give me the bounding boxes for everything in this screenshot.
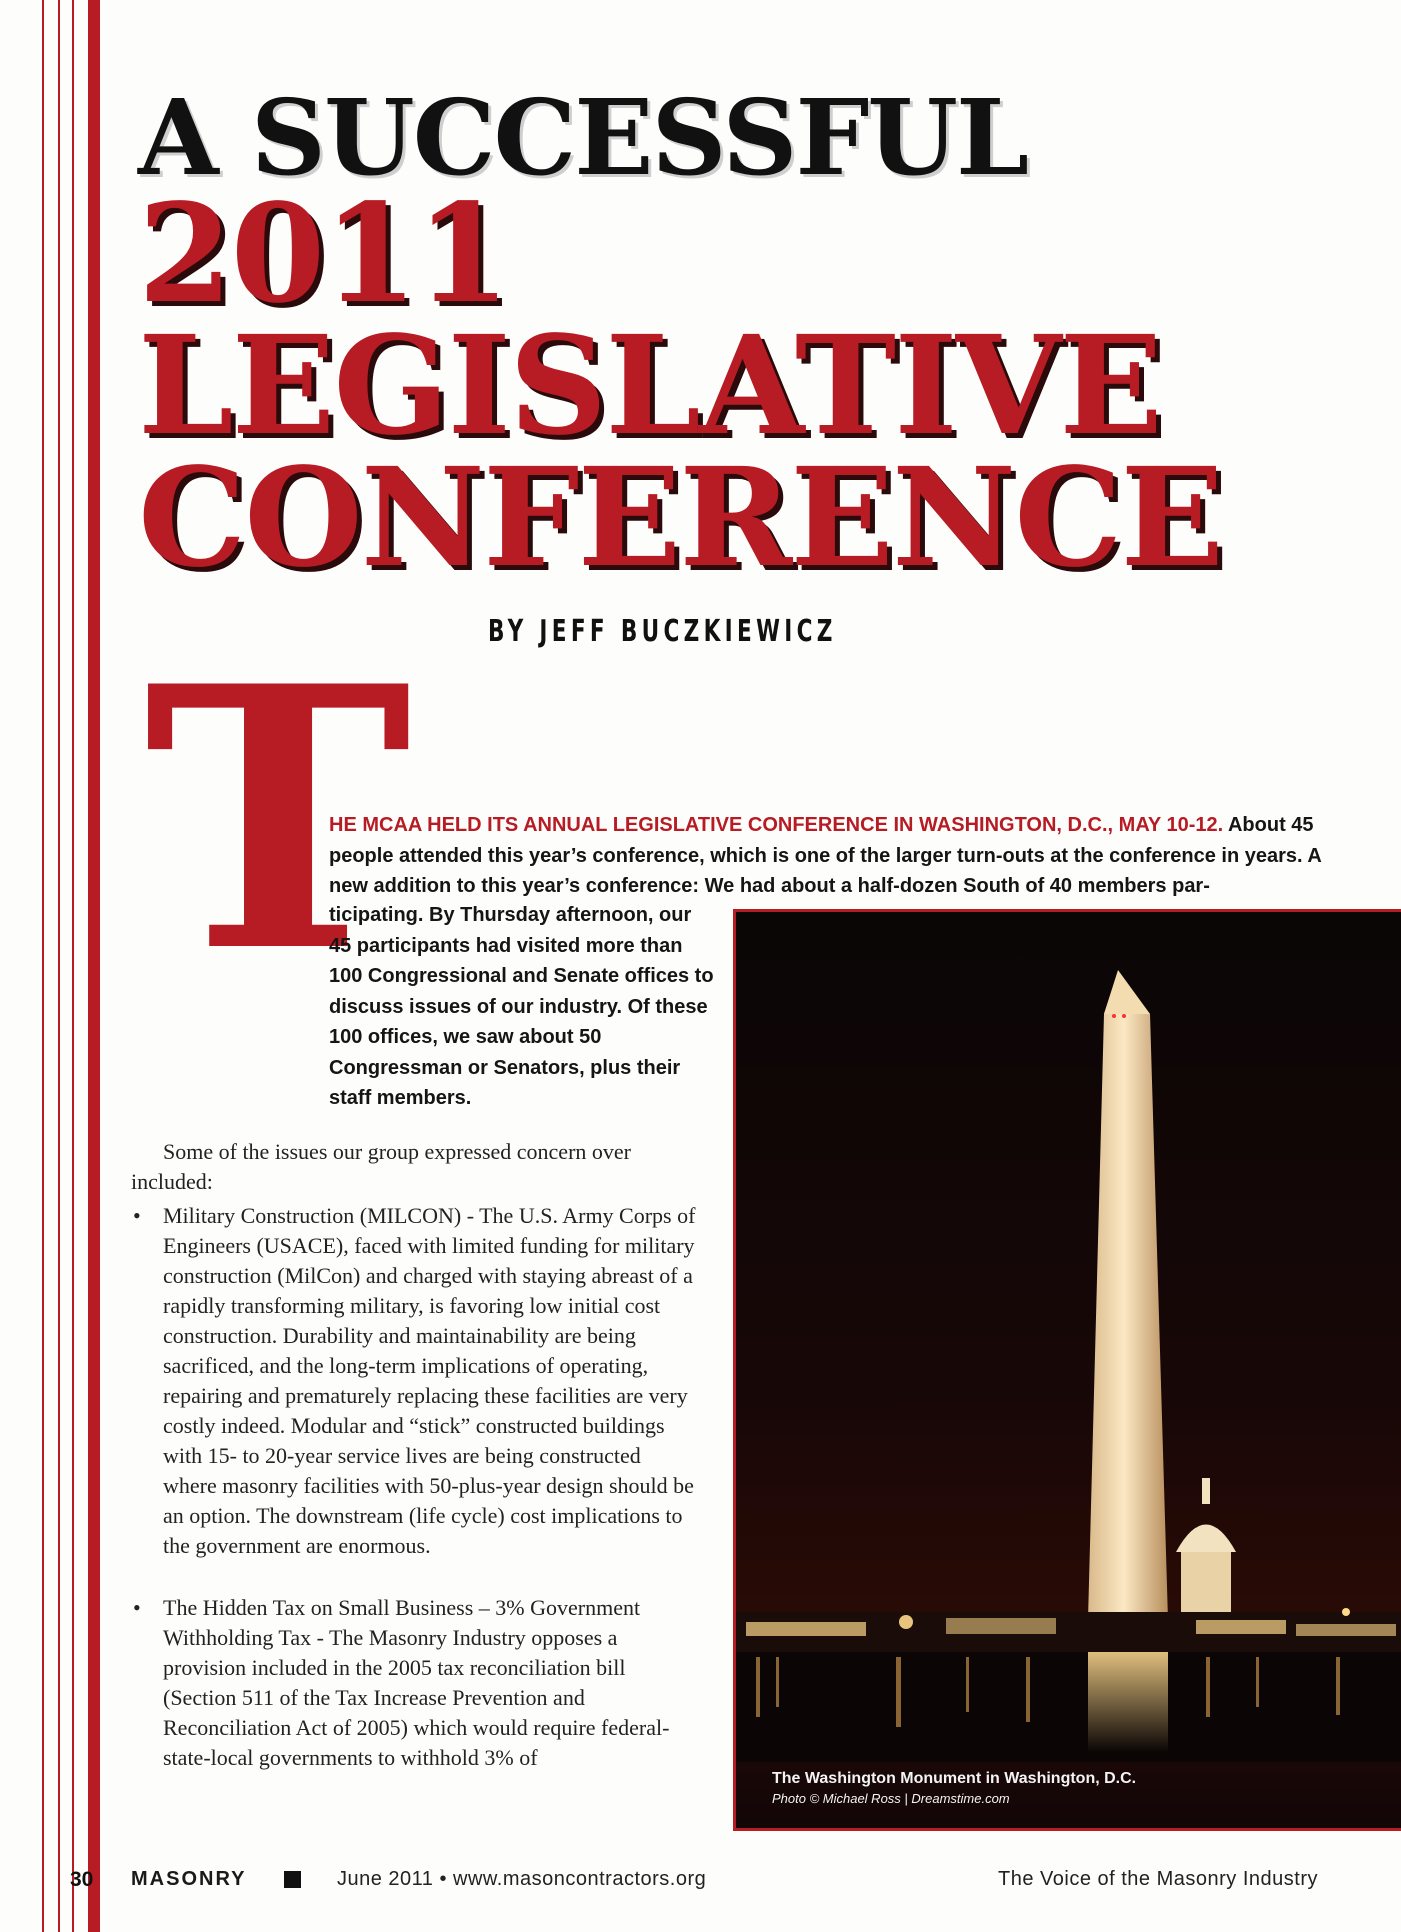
page-number: 30 xyxy=(70,1868,94,1891)
bullet-text: Military Construction (MILCON) - The U.S. Army Corps of Engineers (USACE), faced with limited funding for military construction (MilCon) and charged with staying abreast of a rapidly transforming military, is favoring low initial cost construction. Durability and maintainability are being sacrificed, and the long-term implications of operating, repairing and prematurely replacing these facilities are very costly indeed. Modular and “stick” constructed buildings with 15- to 20-year service lives are being constructed where masonry facilities with 50-plus-year design should be an option. The downstream (life cycle) cost implications to the government are enormous. xyxy=(163,1203,696,1558)
issue-and-url: June 2011 • www.masoncontractors.org xyxy=(337,1868,707,1890)
bullet-symbol: • xyxy=(133,1203,141,1228)
margin-rule-thin-2 xyxy=(58,0,60,1932)
magazine-name: MASONRY xyxy=(131,1868,247,1890)
photo-credit: Photo © Michael Ross | Dreamstime.com xyxy=(772,1791,1010,1806)
bullet-text: The Hidden Tax on Small Business – 3% Government Withholding Tax - The Masonry Industry opposes a provision included in the 2005 tax reconciliation bill (Section 511 of the Tax Increase Prevention and Reconciliation Act of 2005) which would require federal-state-local governments to withhold 3% of xyxy=(163,1595,670,1770)
title-line-2: 2011 xyxy=(138,174,509,334)
bullet-item-milcon xyxy=(131,1201,696,1561)
title-line-4: CONFERENCE xyxy=(138,438,1223,598)
lead-text: About 45 people attended this year’s conference, which is one of the larger turn-outs at the conference in years. A new addition to this year’s conference: We had about a half-dozen South of 40 members par- xyxy=(329,814,1322,897)
monument-reflection xyxy=(1088,1652,1168,1752)
byline: BY JEFF BUCZKIEWICZ xyxy=(488,614,837,649)
margin-rule-thick xyxy=(88,0,100,1932)
monument-pyramidion xyxy=(1104,970,1150,1014)
page-footer xyxy=(0,1868,1401,1904)
magazine-tagline: The Voice of the Masonry Industry xyxy=(998,1868,1318,1890)
title-line-3: LEGISLATIVE xyxy=(138,306,1161,466)
lead-red-text: HE MCAA HELD ITS ANNUAL LEGISLATIVE CONFERENCE IN WASHINGTON, D.C., MAY 10-12. xyxy=(329,814,1224,836)
intro-paragraph: Some of the issues our group expressed concern over included: xyxy=(131,1139,631,1194)
monument-shaft xyxy=(1088,972,1168,1620)
margin-rule-thin-3 xyxy=(72,0,74,1932)
square-separator-icon xyxy=(284,1871,301,1888)
caption-text: The Washington Monument in Washington, D.C. xyxy=(772,1770,1137,1787)
capitol-dome xyxy=(1176,1478,1236,1614)
article-title xyxy=(138,76,1388,598)
article-body xyxy=(131,1137,696,1773)
drop-cap: T xyxy=(144,608,412,1031)
bullet-item-hidden-tax xyxy=(131,1593,696,1773)
title-line-1: A SUCCESSFUL xyxy=(138,76,1028,199)
photo-caption xyxy=(772,1770,1136,1806)
washington-monument-photo xyxy=(733,909,1401,1831)
lead-paragraph-continued: ticipating. By Thursday afternoon, our 45 participants had visited more than 100 Congressional and Senate offices to discuss issues of our industry. Of these 100 offices, we saw about 50 Congressman or Senators, plus their staff members. xyxy=(329,904,714,1109)
margin-rule-thin-1 xyxy=(42,0,44,1932)
night-skyline-illustration xyxy=(736,912,1401,1831)
lead-paragraph xyxy=(329,810,1351,902)
bullet-symbol: • xyxy=(133,1595,141,1620)
